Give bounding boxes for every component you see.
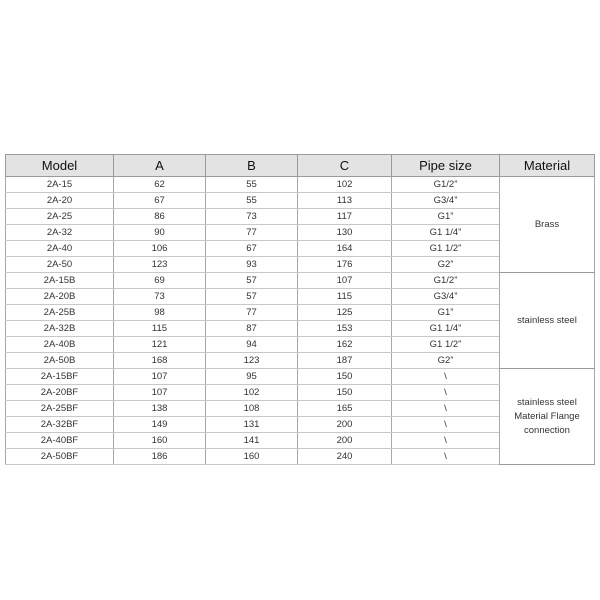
cell-a: 168: [114, 353, 206, 369]
cell-pipe-size: G1 1/2”: [392, 241, 500, 257]
header-material: Material: [500, 155, 595, 177]
cell-c: 150: [298, 385, 392, 401]
cell-model: 2A-20BF: [6, 385, 114, 401]
cell-a: 62: [114, 177, 206, 193]
cell-c: 187: [298, 353, 392, 369]
cell-material: [500, 177, 595, 273]
cell-a: 107: [114, 369, 206, 385]
cell-model: 2A-40: [6, 241, 114, 257]
table-body: [6, 177, 595, 465]
cell-b: 57: [206, 289, 298, 305]
cell-c: 150: [298, 369, 392, 385]
cell-material: [500, 369, 595, 465]
cell-c: 165: [298, 401, 392, 417]
cell-a: 86: [114, 209, 206, 225]
cell-b: 141: [206, 433, 298, 449]
cell-pipe-size: \: [392, 417, 500, 433]
cell-pipe-size: \: [392, 401, 500, 417]
table-row: [6, 273, 595, 289]
cell-a: 69: [114, 273, 206, 289]
cell-c: 176: [298, 257, 392, 273]
cell-pipe-size: \: [392, 385, 500, 401]
cell-a: 107: [114, 385, 206, 401]
cell-a: 186: [114, 449, 206, 465]
cell-pipe-size: G1”: [392, 209, 500, 225]
cell-pipe-size: \: [392, 433, 500, 449]
cell-a: 115: [114, 321, 206, 337]
cell-b: 94: [206, 337, 298, 353]
cell-a: 138: [114, 401, 206, 417]
cell-b: 77: [206, 225, 298, 241]
cell-c: 200: [298, 417, 392, 433]
cell-b: 131: [206, 417, 298, 433]
cell-material: [500, 273, 595, 369]
cell-b: 123: [206, 353, 298, 369]
cell-a: 73: [114, 289, 206, 305]
cell-model: 2A-20: [6, 193, 114, 209]
header-model: Model: [6, 155, 114, 177]
cell-b: 93: [206, 257, 298, 273]
cell-b: 108: [206, 401, 298, 417]
cell-b: 55: [206, 193, 298, 209]
cell-a: 67: [114, 193, 206, 209]
cell-pipe-size: G1 1/4”: [392, 321, 500, 337]
cell-pipe-size: G1/2”: [392, 273, 500, 289]
cell-a: 149: [114, 417, 206, 433]
spec-table: [5, 154, 595, 465]
cell-pipe-size: \: [392, 449, 500, 465]
cell-pipe-size: \: [392, 369, 500, 385]
cell-model: 2A-25B: [6, 305, 114, 321]
cell-a: 121: [114, 337, 206, 353]
cell-a: 160: [114, 433, 206, 449]
header-c: C: [298, 155, 392, 177]
material-line: stainless steel: [517, 396, 577, 408]
cell-b: 87: [206, 321, 298, 337]
material-line: Material Flange: [514, 410, 580, 422]
cell-pipe-size: G2”: [392, 257, 500, 273]
material-line: stainless steel: [517, 314, 577, 326]
cell-model: 2A-15BF: [6, 369, 114, 385]
cell-c: 130: [298, 225, 392, 241]
material-line: connection: [524, 424, 570, 436]
cell-model: 2A-50B: [6, 353, 114, 369]
cell-b: 57: [206, 273, 298, 289]
cell-pipe-size: G1 1/4”: [392, 225, 500, 241]
cell-model: 2A-15B: [6, 273, 114, 289]
cell-pipe-size: G1 1/2”: [392, 337, 500, 353]
cell-c: 164: [298, 241, 392, 257]
cell-model: 2A-15: [6, 177, 114, 193]
cell-b: 73: [206, 209, 298, 225]
cell-b: 77: [206, 305, 298, 321]
cell-c: 107: [298, 273, 392, 289]
cell-a: 98: [114, 305, 206, 321]
cell-c: 117: [298, 209, 392, 225]
cell-model: 2A-40BF: [6, 433, 114, 449]
cell-c: 102: [298, 177, 392, 193]
cell-c: 125: [298, 305, 392, 321]
cell-pipe-size: G3/4”: [392, 289, 500, 305]
header-b: B: [206, 155, 298, 177]
cell-b: 102: [206, 385, 298, 401]
cell-a: 106: [114, 241, 206, 257]
cell-model: 2A-50BF: [6, 449, 114, 465]
cell-model: 2A-50: [6, 257, 114, 273]
cell-c: 115: [298, 289, 392, 305]
cell-b: 160: [206, 449, 298, 465]
cell-model: 2A-20B: [6, 289, 114, 305]
table-row: [6, 177, 595, 193]
cell-model: 2A-25BF: [6, 401, 114, 417]
cell-c: 153: [298, 321, 392, 337]
cell-model: 2A-40B: [6, 337, 114, 353]
cell-b: 55: [206, 177, 298, 193]
material-line: Brass: [534, 218, 560, 230]
table-row: [6, 369, 595, 385]
cell-c: 113: [298, 193, 392, 209]
header-row: [6, 155, 595, 177]
cell-pipe-size: G3/4”: [392, 193, 500, 209]
cell-model: 2A-32BF: [6, 417, 114, 433]
header-a: A: [114, 155, 206, 177]
cell-model: 2A-25: [6, 209, 114, 225]
cell-c: 240: [298, 449, 392, 465]
cell-b: 95: [206, 369, 298, 385]
cell-c: 162: [298, 337, 392, 353]
cell-model: 2A-32B: [6, 321, 114, 337]
cell-b: 67: [206, 241, 298, 257]
cell-c: 200: [298, 433, 392, 449]
cell-model: 2A-32: [6, 225, 114, 241]
spec-table-container: [5, 154, 594, 465]
cell-pipe-size: G1”: [392, 305, 500, 321]
cell-a: 90: [114, 225, 206, 241]
header-pipe-size: Pipe size: [392, 155, 500, 177]
cell-a: 123: [114, 257, 206, 273]
cell-pipe-size: G2”: [392, 353, 500, 369]
cell-pipe-size: G1/2”: [392, 177, 500, 193]
